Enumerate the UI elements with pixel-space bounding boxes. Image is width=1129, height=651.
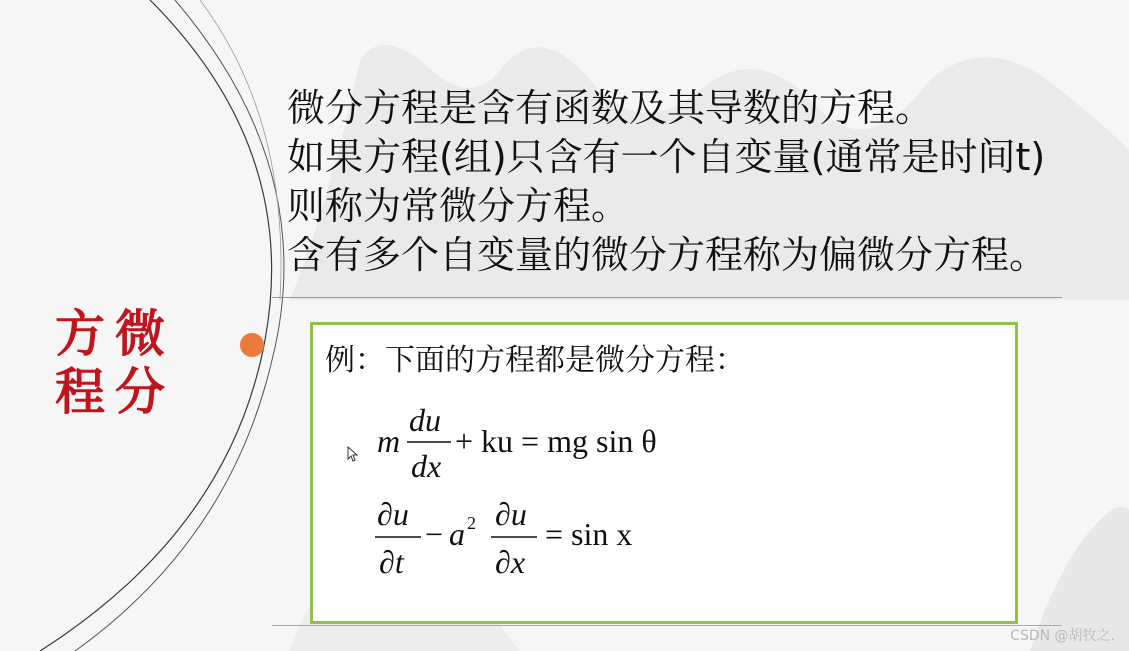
eq-rest: + ku = mg sin θ (455, 423, 657, 459)
eq-coefficient: a (449, 516, 465, 552)
intro-line: 含有多个自变量的微分方程称为偏微分方程。 (287, 233, 1048, 277)
title-char: 分 (115, 363, 165, 421)
definition-text (287, 84, 1129, 280)
eq-term: m (377, 423, 401, 459)
eq-rest: = sin x (545, 516, 633, 552)
equation-ode (375, 397, 695, 487)
eq-exponent: 2 (467, 513, 476, 533)
example-box (310, 322, 1018, 624)
timeline-dot (240, 333, 264, 357)
title-char: 微 (115, 305, 165, 363)
equation-pde (375, 487, 695, 587)
eq-denominator: ∂t (379, 544, 404, 580)
eq-minus: − (425, 516, 444, 552)
watermark: CSDN @胡牧之. (1010, 628, 1115, 644)
eq-denominator: ∂x (495, 544, 526, 580)
example-label: 例：下面的方程都是微分方程： (325, 343, 745, 378)
mouse-cursor-icon (347, 446, 359, 462)
eq-numerator: ∂u (377, 496, 409, 532)
intro-line: 如果方程(组)只含有一个自变量(通常是时间t) (287, 135, 1046, 179)
divider-line (272, 625, 1062, 626)
intro-line: 微分方程是含有函数及其导数的方程。 (287, 86, 934, 130)
eq-denominator: dx (411, 448, 442, 484)
eq-numerator: du (409, 402, 441, 438)
section-title (50, 305, 170, 421)
intro-line: 则称为常微分方程。 (287, 184, 630, 228)
eq-numerator: ∂u (495, 496, 527, 532)
title-char: 程 (55, 363, 105, 421)
divider-line (272, 297, 1062, 298)
title-char: 方 (55, 305, 105, 363)
